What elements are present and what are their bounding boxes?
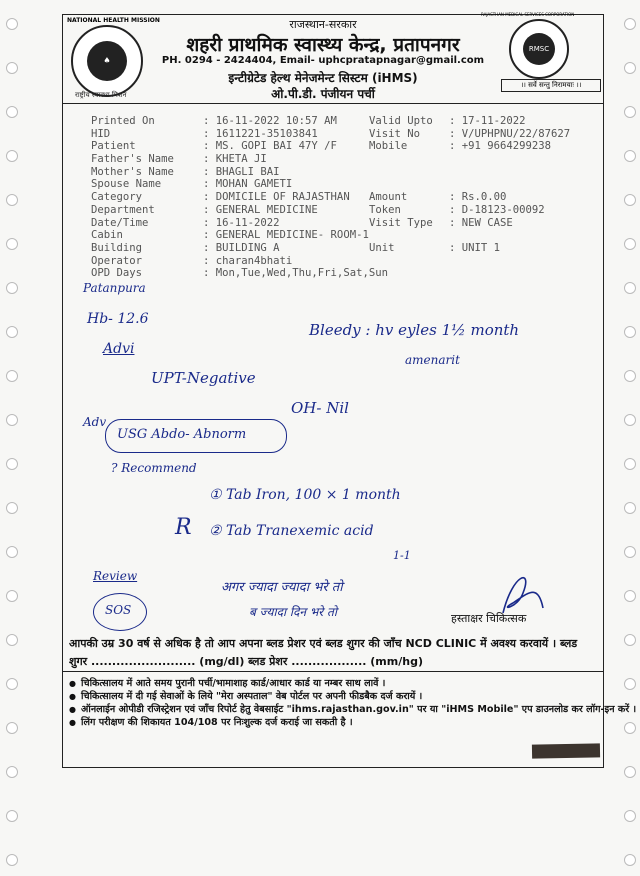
detail-value: : NEW CASE <box>449 216 513 229</box>
tractor-hole <box>6 238 18 250</box>
tractor-hole <box>6 62 18 74</box>
detail-key: HID <box>91 127 111 140</box>
detail-key: Mobile <box>369 140 408 153</box>
rmsc-motto: ।। सर्वे सन्तु निरामयाः ।। <box>501 79 601 92</box>
detail-key: Token <box>369 203 401 216</box>
state-title: राजस्थान-सरकार <box>289 18 357 31</box>
hw-upt: UPT-Negative <box>151 369 256 387</box>
slip-frame <box>62 12 637 768</box>
contact-line: PH. 0294 - 2424404, Email- uphcpratapnagar@gmail.com <box>161 55 485 66</box>
hw-sos: SOS <box>105 603 132 617</box>
detail-value: : 16-11-2022 <box>203 216 280 229</box>
tractor-hole <box>624 238 636 250</box>
detail-key: Operator <box>91 254 143 267</box>
detail-value: : Mon,Tue,Wed,Thu,Fri,Sat,Sun <box>203 267 388 280</box>
tractor-hole <box>6 722 18 734</box>
hospital-title: शहरी प्राथमिक स्वास्थ्य केन्द्र, प्रतापनगर <box>186 34 460 56</box>
tractor-hole <box>624 546 636 558</box>
nhm-ring-text: NATIONAL HEALTH MISSION <box>67 17 160 24</box>
footer-note: ● चिकित्सालय में आते समय पुरानी पर्ची/भामाशाह कार्ड/आधार कार्ड या नम्बर साथ लावें । <box>69 677 597 690</box>
tractor-hole <box>6 370 18 382</box>
detail-key: Department <box>91 203 155 216</box>
detail-value: : GENERAL MEDICINE <box>203 203 318 216</box>
tractor-hole <box>624 18 636 30</box>
footer-note: ● चिकित्सालय में दी गई सेवाओं के लिये "मेरा अस्पताल" वेब पोर्टल पर अपनी फीडबैक दर्ज करायें । <box>69 690 597 703</box>
detail-key: Category <box>91 191 143 204</box>
tractor-hole <box>6 458 18 470</box>
hw-hindi1: अगर ज्यादा ज्यादा भरे तो <box>221 580 343 595</box>
footer-divider <box>63 671 603 672</box>
hw-recommend: ? Recommend <box>111 461 197 475</box>
hw-oh: OH- Nil <box>291 399 349 417</box>
tractor-hole <box>624 62 636 74</box>
detail-key: Date/Time <box>91 216 149 229</box>
footer-note: ● ऑनलाईन ओपीडी रजिस्ट्रेशन एवं जाँच रिपोर्ट हेतु वेबसाईट "ihms.rajasthan.gov.in" पर या "iHMS Mobile" एप डाउनलोड कर लॉग-इन करें । <box>69 703 597 716</box>
rmsc-logo <box>481 12 575 79</box>
tractor-hole <box>6 590 18 602</box>
tractor-hole <box>6 634 18 646</box>
hw-hindi2: ब ज्यादा दिन भरे तो <box>249 605 337 619</box>
tractor-hole <box>624 150 636 162</box>
tractor-hole <box>6 282 18 294</box>
tractor-hole <box>624 634 636 646</box>
ihms-line: इन्टीग्रेटेड हेल्थ मेनेजमेन्ट सिस्टम (iHMS) <box>228 71 418 85</box>
detail-value: : DOMICILE OF RAJASTHAN <box>203 191 350 204</box>
hw-complaint: Bleedy : hv eyles 1½ month <box>309 321 520 339</box>
nhm-family-icon: ♠ <box>87 41 127 81</box>
detail-value: : 16-11-2022 10:57 AM <box>203 115 337 127</box>
tractor-hole <box>6 502 18 514</box>
tractor-hole <box>6 194 18 206</box>
tractor-hole <box>624 810 636 822</box>
tractor-hole <box>624 414 636 426</box>
tractor-hole <box>624 722 636 734</box>
tractor-hole <box>624 458 636 470</box>
detail-key: OPD Days <box>91 267 143 280</box>
detail-value: : MS. GOPI BAI 47Y /F <box>203 140 337 153</box>
hw-hb: Hb- 12.6 <box>87 311 149 327</box>
tractor-hole <box>624 766 636 778</box>
tractor-hole <box>6 546 18 558</box>
detail-value: : BUILDING A <box>203 241 280 254</box>
detail-key: Amount <box>369 191 408 204</box>
detail-value: : charan4bhati <box>203 254 293 267</box>
left-tractor-holes <box>0 0 22 876</box>
right-tractor-holes <box>618 0 640 876</box>
ncd-notice: आपकी उम्र 30 वर्ष से अधिक है तो आप अपना ब्लड प्रेशर एवं ब्लड शुगर की जाँच NCD CLINIC में अवश्य करवायें । ब्लड शुगर ......................... (mg/dl) ब्लड प्रेशर .................. (mm/hg) <box>69 637 578 668</box>
detail-key: Spouse Name <box>91 178 162 191</box>
detail-value: : GENERAL MEDICINE- ROOM-1 <box>203 229 369 242</box>
detail-key: Building <box>91 241 143 254</box>
detail-value: : 1611221-35103841 <box>203 127 318 140</box>
signature-label: हस्ताक्षर चिकित्सक <box>451 612 527 625</box>
detail-key: Unit <box>369 241 395 254</box>
detail-key: Printed On <box>91 115 155 127</box>
tractor-hole <box>6 150 18 162</box>
tractor-hole <box>624 590 636 602</box>
tractor-hole <box>624 282 636 294</box>
hw-med1: ① Tab Iron, 100 × 1 month <box>209 487 401 503</box>
tractor-hole <box>6 678 18 690</box>
nhm-caption: राष्ट्रीय स्वास्थ्य मिशन <box>75 91 127 99</box>
detail-value: : MOHAN GAMETI <box>203 178 293 191</box>
detail-key: Father's Name <box>91 153 174 166</box>
detail-value: : Rs.0.00 <box>449 191 507 204</box>
tractor-hole <box>624 678 636 690</box>
detail-key: Visit No <box>369 127 421 140</box>
hw-advice-abbr: Advi <box>103 341 135 357</box>
tractor-hole <box>6 766 18 778</box>
tractor-hole <box>6 326 18 338</box>
detail-value: : V/UPHPNU/22/87627 <box>449 127 571 140</box>
tractor-hole <box>6 106 18 118</box>
detail-value: : KHETA JI <box>203 153 267 166</box>
detail-key: Mother's Name <box>91 165 174 178</box>
nhm-logo <box>67 17 160 97</box>
hw-rx: R <box>175 515 192 540</box>
hw-dose2: 1-1 <box>393 549 411 562</box>
rmsc-cross-icon: RMSC <box>523 33 555 65</box>
opd-title: ओ.पी.डी. पंजीयन पर्ची <box>271 87 375 101</box>
hw-review: Review <box>93 569 138 583</box>
tractor-hole <box>624 106 636 118</box>
detail-value: : UNIT 1 <box>449 241 501 254</box>
detail-key: Cabin <box>91 229 123 242</box>
tractor-hole <box>6 854 18 866</box>
tractor-hole <box>624 326 636 338</box>
tractor-hole <box>6 414 18 426</box>
tractor-hole <box>6 810 18 822</box>
hw-adv: Adv <box>83 415 107 429</box>
detail-value: : BHAGLI BAI <box>203 165 280 178</box>
footer-note: ● लिंग परीक्षण की शिकायत 104/108 पर निःशुल्क दर्ज कराई जा सकती है । <box>69 716 597 729</box>
tractor-hole <box>624 194 636 206</box>
detail-key: Valid Upto <box>369 115 433 127</box>
slip-header <box>63 12 603 104</box>
detail-value: : 17-11-2022 <box>449 115 526 127</box>
footer-notes <box>69 677 637 729</box>
detail-key: Patient <box>91 140 136 153</box>
paper-stain <box>532 743 600 758</box>
tractor-hole <box>624 502 636 514</box>
hw-usg: USG Abdo- Abnorm <box>117 427 247 442</box>
hw-med2: ② Tab Tranexemic acid <box>209 523 374 539</box>
detail-key: Visit Type <box>369 216 433 229</box>
detail-value: : D-18123-00092 <box>449 203 545 216</box>
tractor-hole <box>6 18 18 30</box>
tractor-hole <box>624 854 636 866</box>
hw-place: Patanpura <box>83 281 146 295</box>
tractor-hole <box>624 370 636 382</box>
rmsc-ring-text: RAJASTHAN MEDICAL SERVICES CORPORATION <box>481 12 575 17</box>
detail-value: : +91 9664299238 <box>449 140 552 153</box>
hw-complaint2: amenarit <box>405 353 460 367</box>
